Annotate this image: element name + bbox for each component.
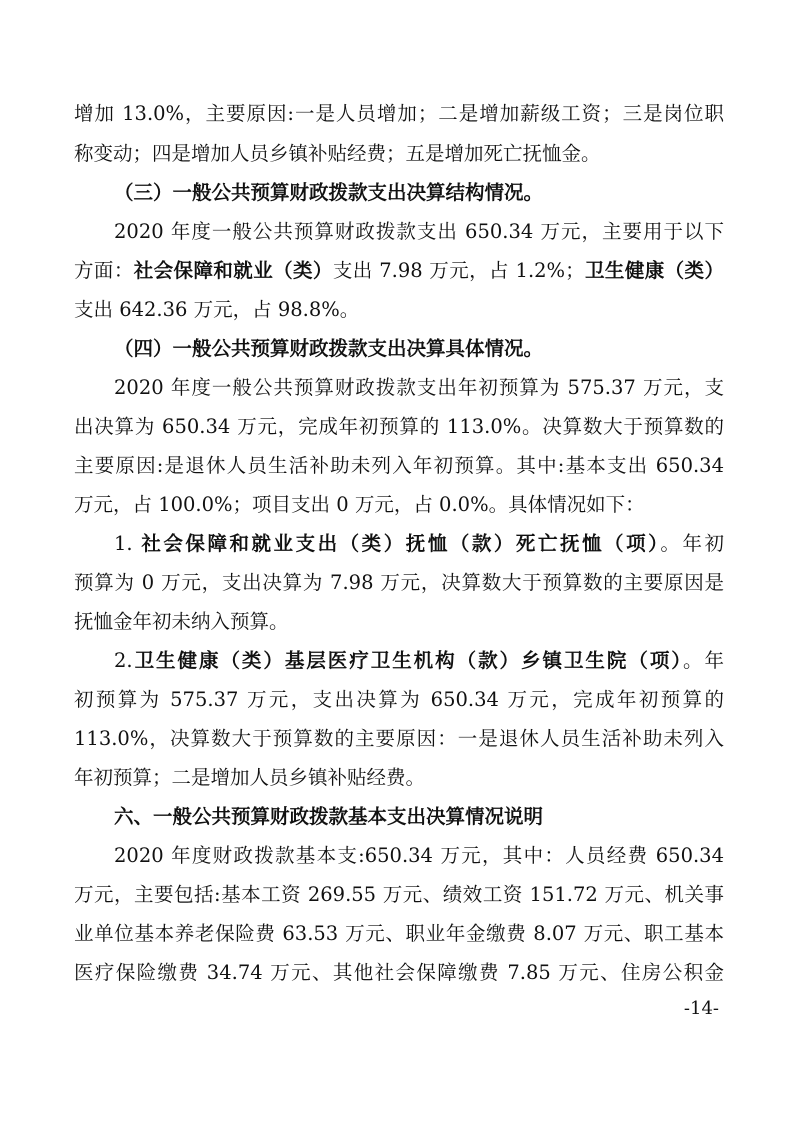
body-line: 2020 年度一般公共预算财政拨款支出 650.34 万元，主要用于以下: [114, 220, 724, 243]
body-line: [114, 531, 724, 557]
body-line: 增加 13.0%，主要原因:一是人员增加；二是增加薪级工资；三是岗位职: [74, 102, 724, 125]
body-line: 称变动；四是增加人员乡镇补贴经费；五是增加死亡抚恤金。: [74, 142, 601, 165]
text-run: 方面：: [74, 259, 134, 282]
body-line: 113.0%，决算数大于预算数的主要原因：一是退休人员生活补助未列入: [74, 727, 724, 750]
body-line: [74, 258, 724, 284]
body-line: 抚恤金年初未纳入预算。: [74, 610, 289, 633]
body-line: 业单位基本养老保险费 63.53 万元、职业年金缴费 8.07 万元、职工基本: [74, 922, 724, 945]
text-run: 1.: [114, 532, 142, 555]
body-line: 预算为 0 万元，支出决算为 7.98 万元，决算数大于预算数的主要原因是: [74, 571, 724, 594]
bold-term: 社会保障和就业（类）: [133, 259, 333, 282]
body-line: 年初预算；二是增加人员乡镇补贴经费。: [74, 766, 426, 789]
body-line: 出决算为 650.34 万元，完成年初预算的 113.0%。决算数大于预算数的: [74, 415, 724, 438]
body-line: 万元，占 100.0%；项目支出 0 万元，占 0.0%。具体情况如下：: [74, 493, 645, 516]
body-line: 万元，主要包括:基本工资 269.55 万元、绩效工资 151.72 万元、机关事: [74, 883, 724, 906]
section-heading: 六、一般公共预算财政拨款基本支出决算情况说明: [114, 805, 544, 828]
text-run: 。年初: [660, 532, 724, 555]
body-line: 医疗保险缴费 34.74 万元、其他社会保障缴费 7.85 万元、住房公积金: [74, 961, 724, 984]
text-run: 支出 7.98 万元，占 1.2%；: [332, 259, 585, 282]
body-line: 2020 年度财政拨款基本支:650.34 万元，其中：人员经费 650.34: [114, 844, 724, 867]
section-heading: （三）一般公共预算财政拨款支出决算结构情况。: [114, 181, 544, 204]
bold-term: 卫生健康（类）基层医疗卫生机构（款）乡镇卫生院（项）: [132, 649, 684, 672]
body-line: [114, 648, 724, 674]
body-line: 主要原因:是退休人员生活补助未列入年初预算。其中:基本支出 650.34: [74, 454, 724, 477]
text-run: 2.: [114, 649, 133, 672]
bold-term: 卫生健康（类）: [584, 259, 724, 282]
text-run: 。年: [683, 649, 724, 672]
body-line: 初预算为 575.37 万元，支出决算为 650.34 万元，完成年初预算的: [74, 688, 724, 711]
bold-term: 社会保障和就业支出（类）抚恤（款）死亡抚恤（项）: [141, 532, 661, 555]
body-line: 2020 年度一般公共预算财政拨款支出年初预算为 575.37 万元，支: [114, 376, 724, 399]
page-number: -14-: [683, 998, 719, 1019]
body-line: 支出 642.36 万元，占 98.8%。: [74, 298, 360, 321]
section-heading: （四）一般公共预算财政拨款支出决算具体情况。: [114, 337, 544, 360]
